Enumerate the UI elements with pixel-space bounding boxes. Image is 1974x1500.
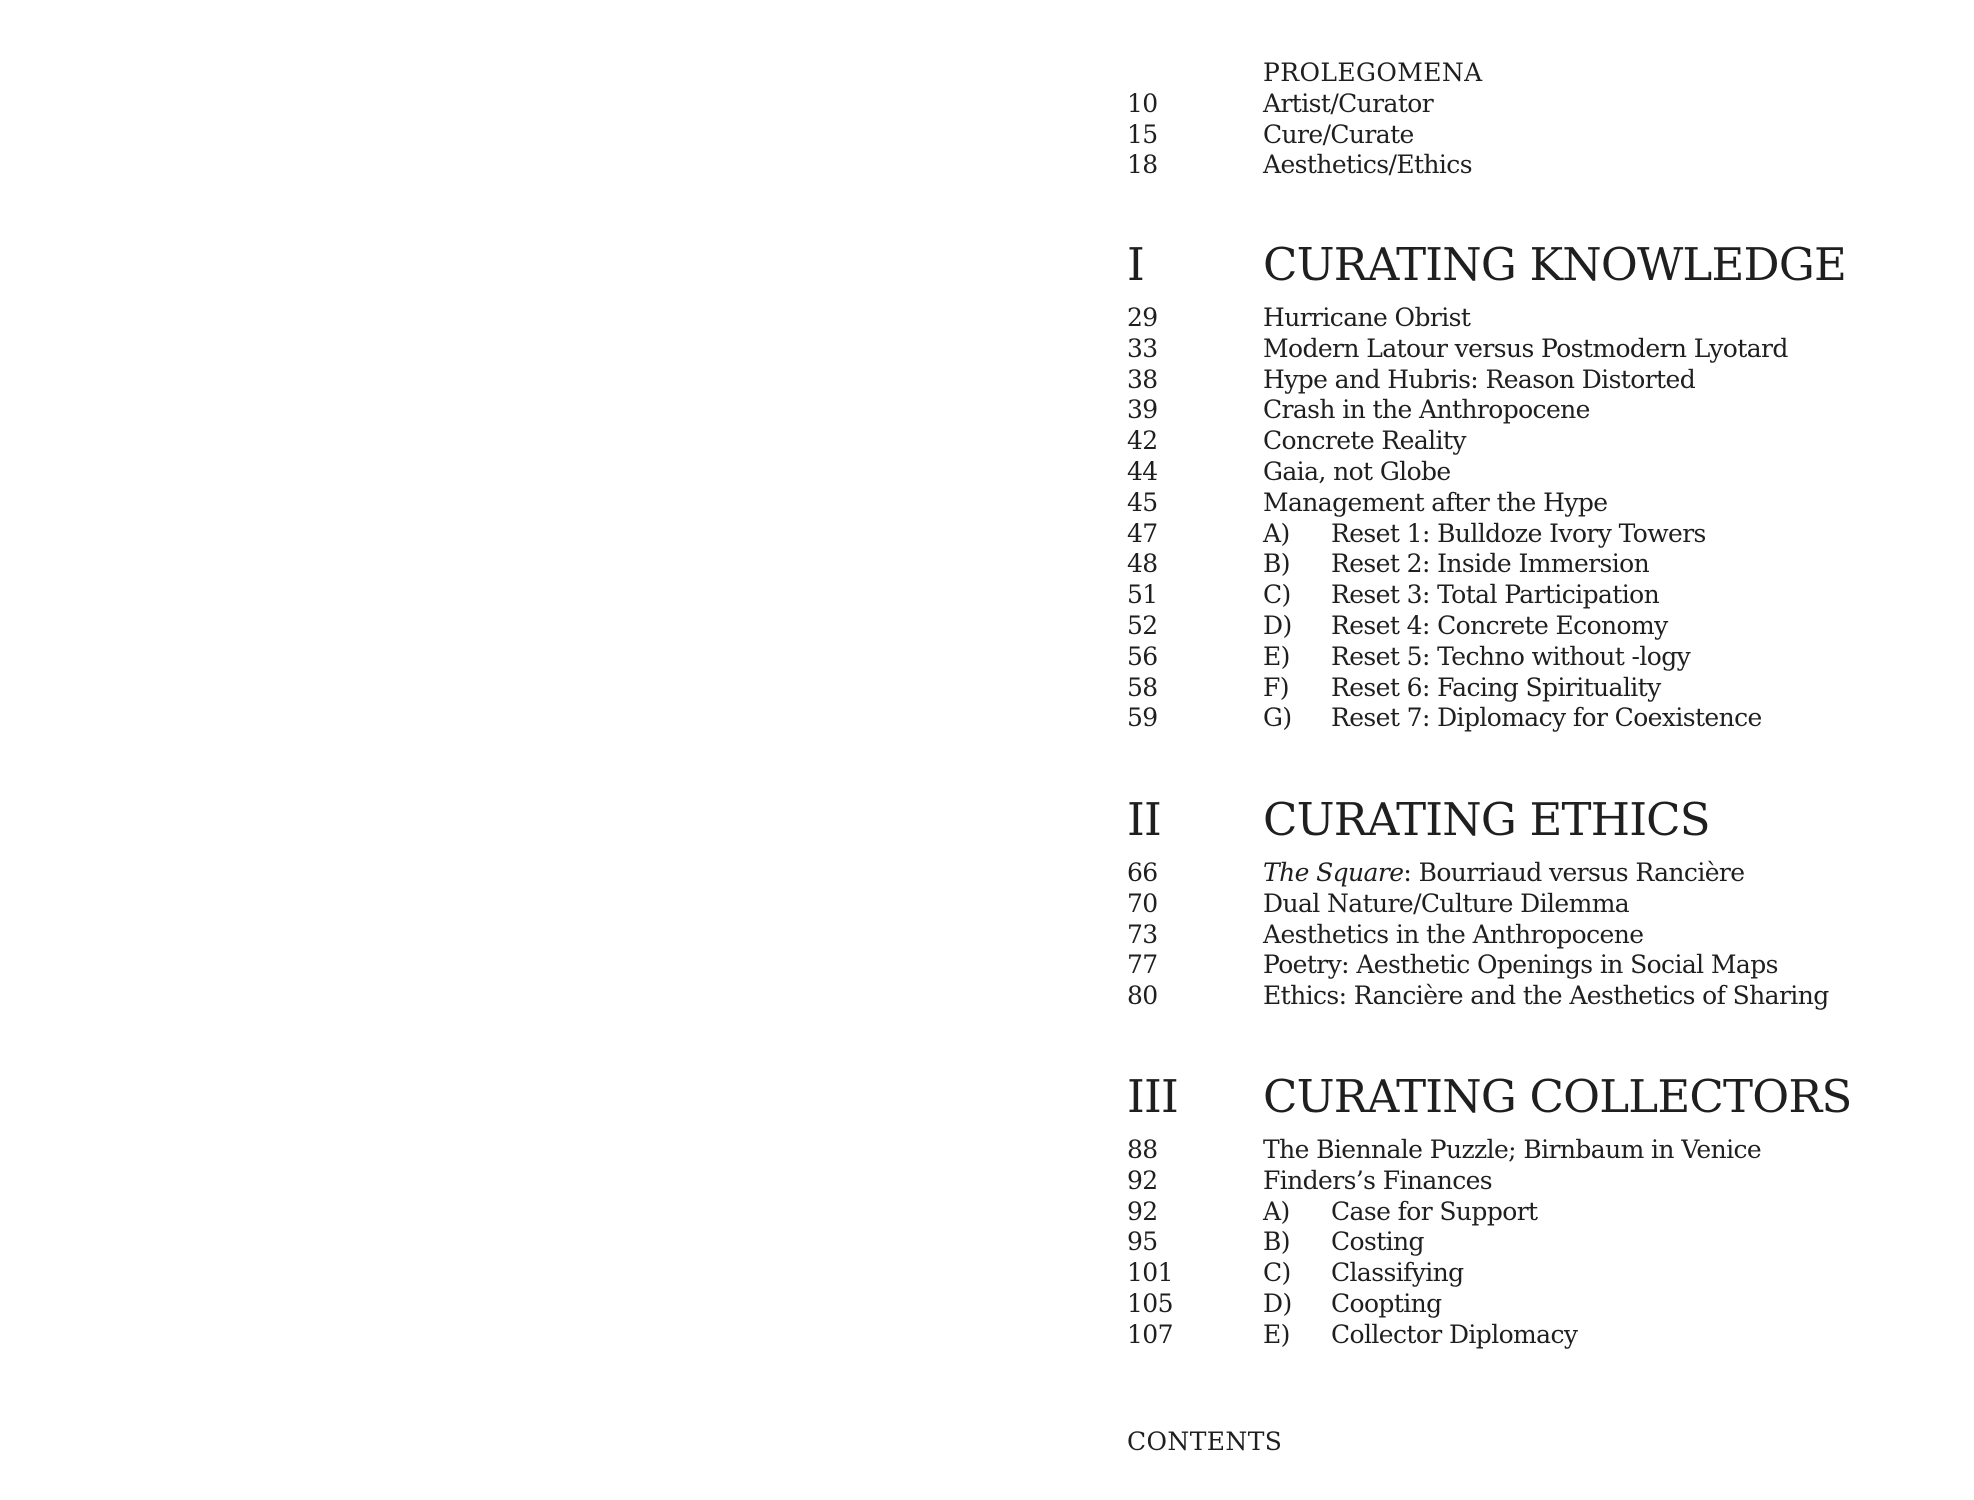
page-number: 44 <box>1127 456 1158 486</box>
toc-entry <box>1127 150 1947 181</box>
section-heading: CURATING COLLECTORS <box>1263 1070 1852 1123</box>
page-number: 52 <box>1127 610 1158 640</box>
toc-entry <box>1127 981 1947 1012</box>
page-number: 80 <box>1127 981 1158 1011</box>
page-number: 33 <box>1127 333 1158 363</box>
section-heading: CURATING ETHICS <box>1263 793 1710 846</box>
entry-title: Aesthetics/Ethics <box>1263 150 1472 180</box>
subentry-letter: E) <box>1263 1319 1290 1349</box>
page-number: 45 <box>1127 487 1158 517</box>
page-number: 15 <box>1127 119 1158 149</box>
page-number: 88 <box>1127 1135 1158 1164</box>
subentry-letter: A) <box>1263 1196 1290 1226</box>
section-curating-ethics <box>1127 790 1947 1012</box>
page-number: 38 <box>1127 364 1158 394</box>
subentry-letter: D) <box>1263 1288 1292 1318</box>
entry-title: Hype and Hubris: Reason Distorted <box>1263 364 1696 394</box>
entry-title: The Biennale Puzzle; Birnbaum in Venice <box>1263 1135 1762 1164</box>
page-number: 70 <box>1127 888 1158 918</box>
entry-title: Reset 2: Inside Immersion <box>1331 549 1650 579</box>
entry-title: Costing <box>1331 1227 1424 1257</box>
contents-running-footer: CONTENTS <box>1127 1427 1283 1456</box>
toc-entry <box>1127 89 1947 120</box>
page-number: 66 <box>1127 858 1158 887</box>
toc-entry <box>1127 488 1947 519</box>
entry-title: Gaia, not Globe <box>1263 456 1451 486</box>
section-heading-row <box>1127 235 1947 295</box>
toc-subentry <box>1127 642 1947 673</box>
entry-title: Collector Diplomacy <box>1331 1319 1578 1349</box>
toc-subentry <box>1127 1320 1947 1351</box>
entry-title: Classifying <box>1331 1258 1464 1288</box>
subentry-letter: C) <box>1263 1258 1291 1288</box>
toc-subentry <box>1127 673 1947 704</box>
prolegomena-heading: PROLEGOMENA <box>1263 58 1483 87</box>
page-number: 101 <box>1127 1258 1173 1288</box>
subentry-letter: B) <box>1263 1227 1290 1257</box>
subentry-letter: B) <box>1263 549 1290 579</box>
entry-title <box>1263 858 1744 889</box>
page-number: 105 <box>1127 1288 1173 1318</box>
entry-title: Aesthetics in the Anthropocene <box>1263 919 1644 949</box>
page-number: 47 <box>1127 518 1158 548</box>
entry-title: Case for Support <box>1331 1196 1538 1226</box>
page-number: 42 <box>1127 426 1158 456</box>
toc-entry <box>1127 858 1947 889</box>
subentry-letter: D) <box>1263 610 1292 640</box>
section-heading-row <box>1127 1067 1947 1127</box>
page-number: 10 <box>1127 88 1158 118</box>
page-number: 39 <box>1127 395 1158 425</box>
toc-entry <box>1127 1166 1947 1197</box>
page-number: 77 <box>1127 950 1158 980</box>
section-numeral: I <box>1127 238 1144 291</box>
toc-subentry <box>1127 703 1947 734</box>
section-curating-knowledge <box>1127 235 1947 734</box>
toc-entry <box>1127 334 1947 365</box>
page-number: 92 <box>1127 1165 1158 1195</box>
page-number: 73 <box>1127 919 1158 949</box>
toc-subentry <box>1127 611 1947 642</box>
prolegomena-heading-row <box>1127 58 1947 89</box>
entry-title: Management after the Hype <box>1263 487 1608 517</box>
section-heading-row <box>1127 790 1947 850</box>
entry-title-rest: : Bourriaud versus Rancière <box>1403 858 1745 887</box>
entry-title: Crash in the Anthropocene <box>1263 395 1590 425</box>
toc-subentry <box>1127 580 1947 611</box>
page-number: 95 <box>1127 1227 1158 1257</box>
toc-entry <box>1127 395 1947 426</box>
toc-entry <box>1127 950 1947 981</box>
page-number: 107 <box>1127 1319 1173 1349</box>
toc-subentry <box>1127 1289 1947 1320</box>
entry-title: Hurricane Obrist <box>1263 303 1471 332</box>
toc-subentry <box>1127 1258 1947 1289</box>
toc-entry <box>1127 1135 1947 1166</box>
entry-title: Reset 3: Total Participation <box>1331 580 1660 610</box>
entry-title: Concrete Reality <box>1263 426 1466 456</box>
entry-title: Dual Nature/Culture Dilemma <box>1263 888 1630 918</box>
subentry-letter: C) <box>1263 580 1291 610</box>
toc-entry <box>1127 365 1947 396</box>
entry-title: Reset 4: Concrete Economy <box>1331 610 1668 640</box>
entry-title-italic: The Square <box>1263 858 1404 887</box>
subentry-letter: E) <box>1263 641 1290 671</box>
page-number: 59 <box>1127 703 1158 733</box>
page-number: 92 <box>1127 1196 1158 1226</box>
toc-entry <box>1127 303 1947 334</box>
entry-title: Ethics: Rancière and the Aesthetics of Sharing <box>1263 981 1829 1011</box>
page-number: 56 <box>1127 641 1158 671</box>
entry-title: Reset 7: Diplomacy for Coexistence <box>1331 703 1762 733</box>
page-number: 29 <box>1127 303 1158 332</box>
entry-title: Modern Latour versus Postmodern Lyotard <box>1263 333 1788 363</box>
toc-subentry <box>1127 1227 1947 1258</box>
entry-title: Coopting <box>1331 1288 1442 1318</box>
toc-subentry <box>1127 549 1947 580</box>
entry-title: Poetry: Aesthetic Openings in Social Maps <box>1263 950 1778 980</box>
entry-title: Reset 6: Facing Spirituality <box>1331 672 1661 702</box>
page-number: 58 <box>1127 672 1158 702</box>
section-heading: CURATING KNOWLEDGE <box>1263 238 1847 291</box>
prolegomena-section <box>1127 58 1947 181</box>
toc-entry <box>1127 457 1947 488</box>
toc-subentry <box>1127 519 1947 550</box>
toc-entry <box>1127 426 1947 457</box>
page-number: 48 <box>1127 549 1158 579</box>
page-number: 51 <box>1127 580 1158 610</box>
subentry-letter: A) <box>1263 518 1290 548</box>
entry-title: Finders’s Finances <box>1263 1165 1493 1195</box>
entry-title: Cure/Curate <box>1263 119 1414 149</box>
subentry-letter: G) <box>1263 703 1292 733</box>
section-numeral: II <box>1127 793 1161 846</box>
entry-title: Reset 5: Techno without -logy <box>1331 641 1691 671</box>
section-curating-collectors <box>1127 1067 1947 1351</box>
entry-title: Artist/Curator <box>1263 88 1434 118</box>
toc-entry <box>1127 920 1947 951</box>
toc-subentry <box>1127 1197 1947 1228</box>
subentry-letter: F) <box>1263 672 1289 702</box>
section-numeral: III <box>1127 1070 1178 1123</box>
page-number: 18 <box>1127 150 1158 180</box>
entry-title: Reset 1: Bulldoze Ivory Towers <box>1331 518 1706 548</box>
toc-entry <box>1127 889 1947 920</box>
toc-entry <box>1127 120 1947 151</box>
